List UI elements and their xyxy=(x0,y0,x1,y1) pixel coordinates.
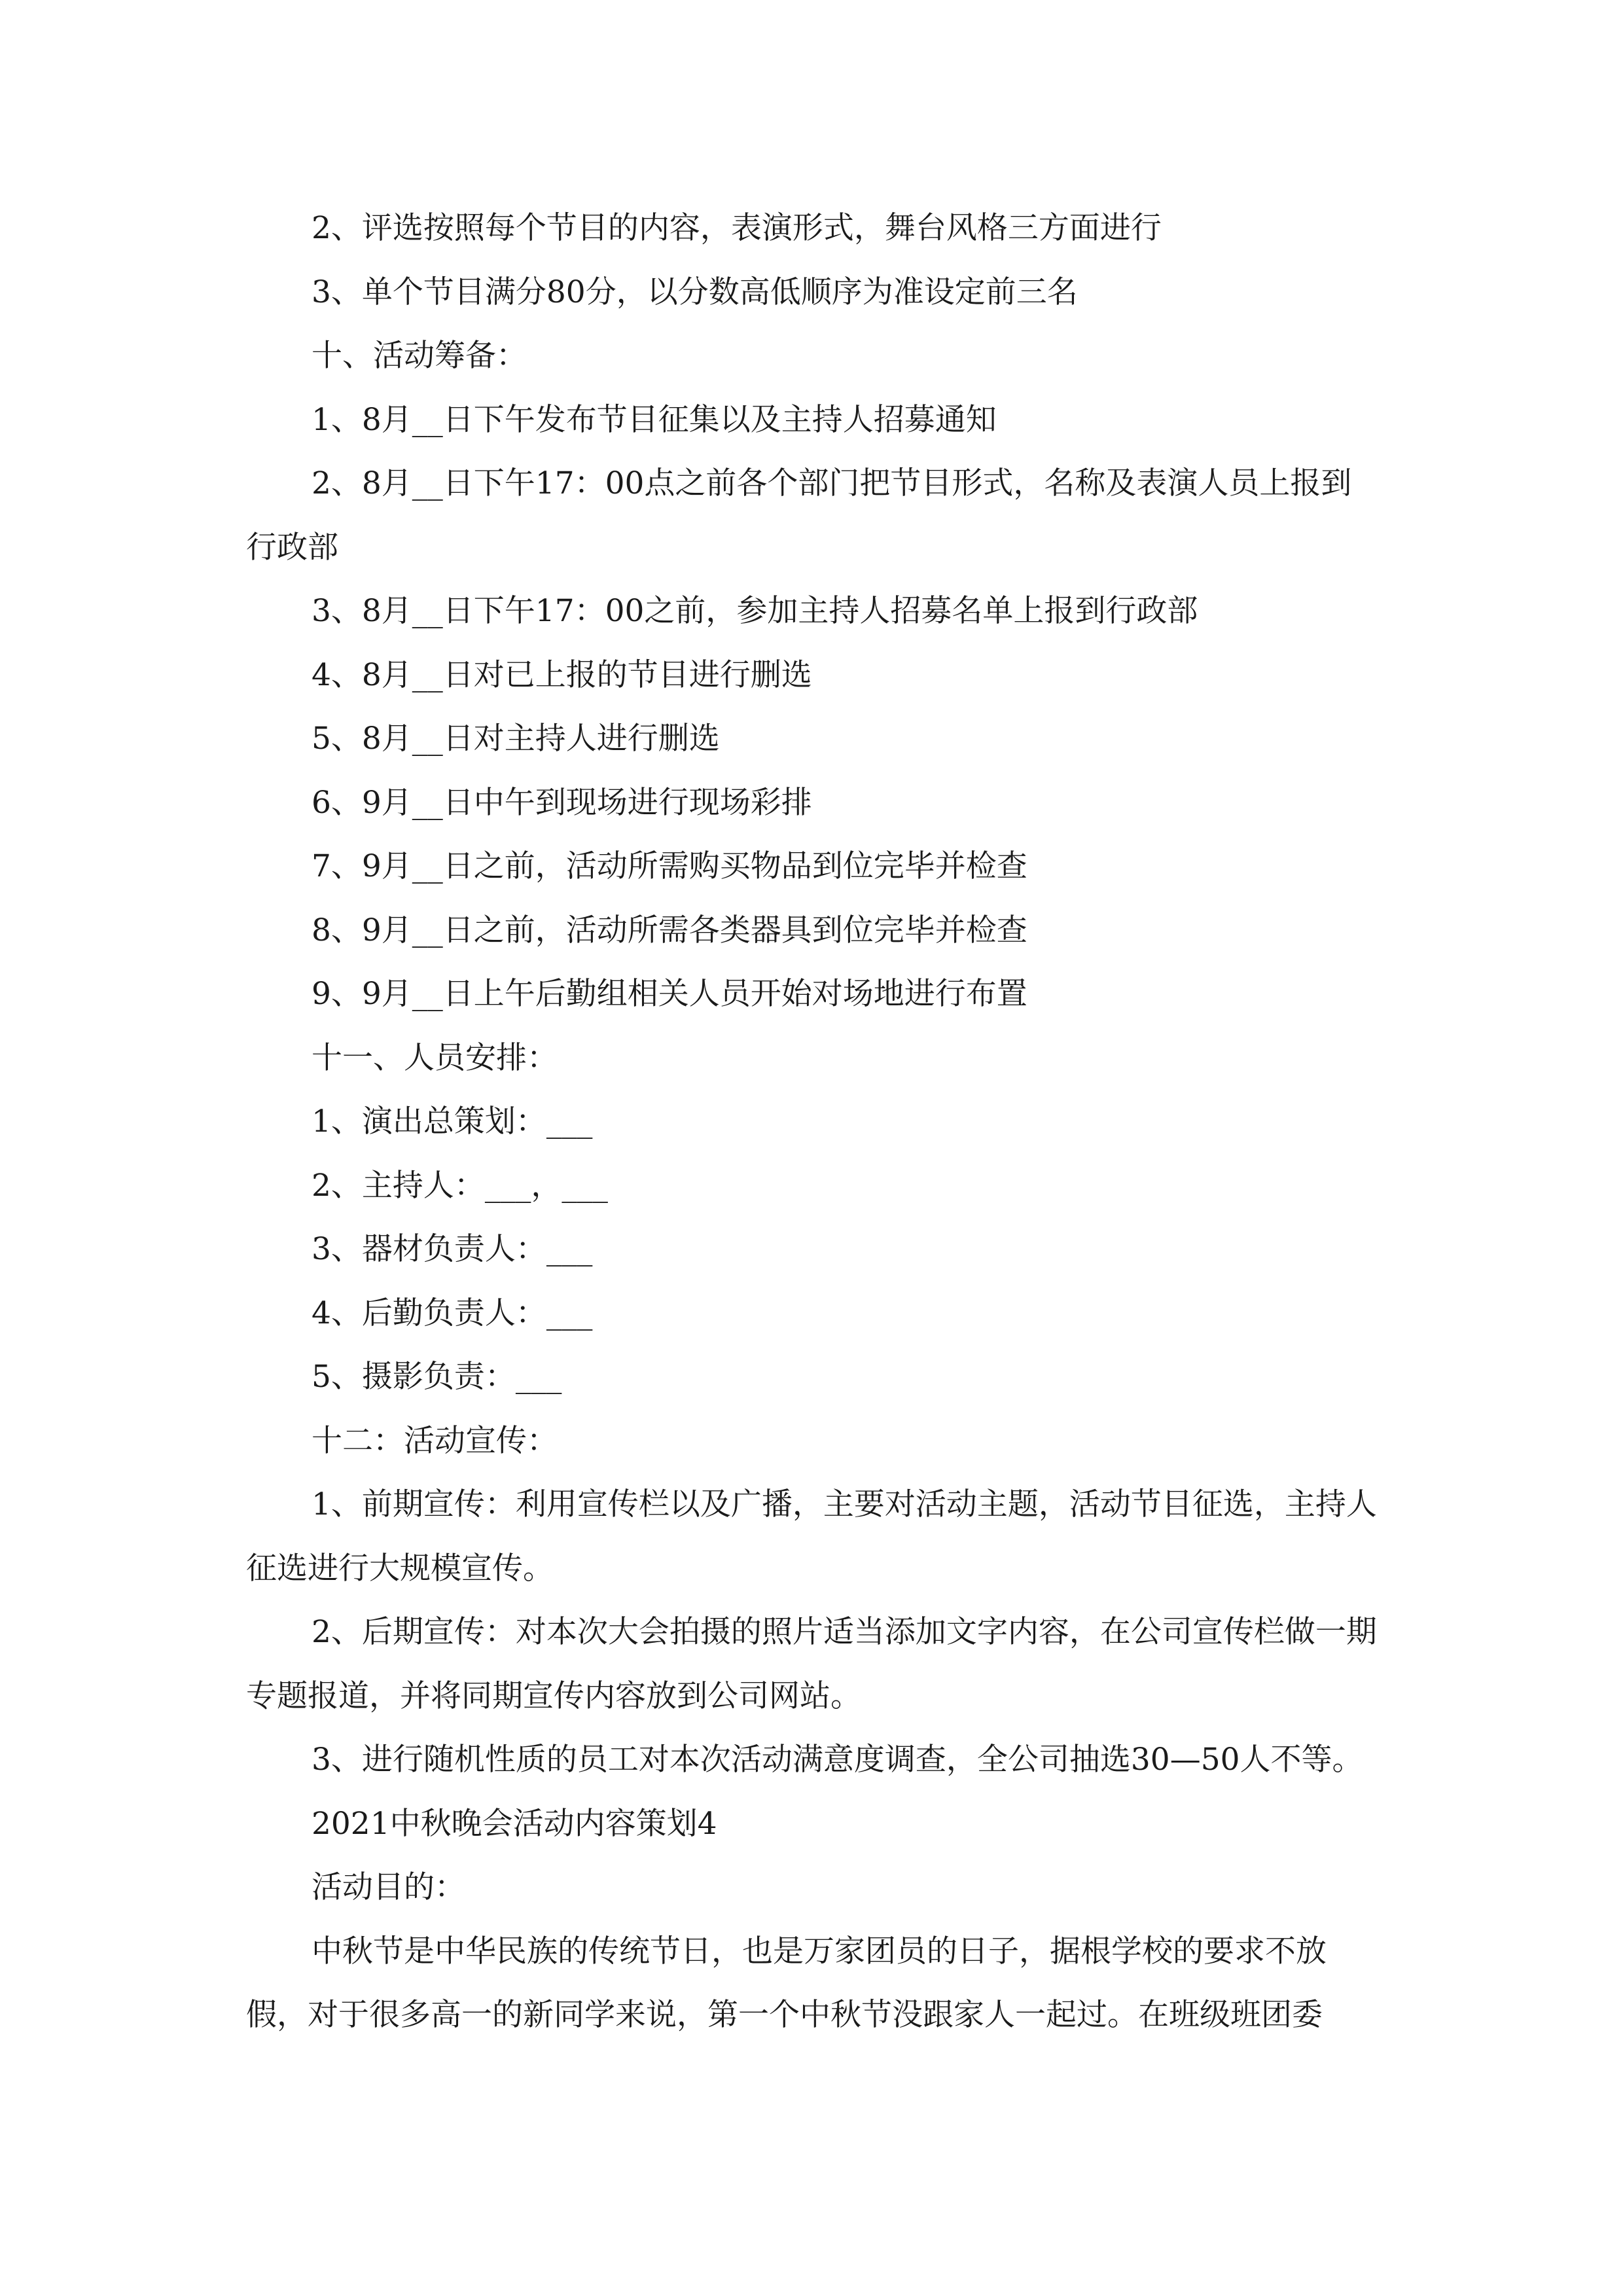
paragraph-staff-item-1: 1、演出总策划：___ xyxy=(312,1103,593,1139)
paragraph-publicity-item-3: 3、进行随机性质的员工对本次活动满意度调查，全公司抽选30—50人不等。 xyxy=(312,1742,1363,1778)
section-heading-preparation: 十、活动筹备： xyxy=(312,338,527,374)
paragraph-staff-item-3: 3、器材负责人：___ xyxy=(312,1231,593,1267)
document-body xyxy=(246,196,1382,2047)
paragraph-staff-item-5: 5、摄影负责：___ xyxy=(312,1359,562,1395)
paragraph-prep-item-5: 5、8月__日对主持人进行删选 xyxy=(312,721,720,757)
paragraph-prep-item-3: 3、8月__日下午17：00之前，参加主持人招募名单上报到行政部 xyxy=(312,593,1198,629)
paragraph-prep-item-4: 4、8月__日对已上报的节目进行删选 xyxy=(312,656,812,693)
paragraph-prep-item-2: 2、8月__日下午17：00点之前各个部门把节目形式，名称及表演人员上报到行政部 xyxy=(246,465,1352,565)
paragraph-prep-item-7: 7、9月__日之前，活动所需购买物品到位完毕并检查 xyxy=(312,848,1027,884)
paragraph-prep-item-1: 1、8月__日下午发布节目征集以及主持人招募通知 xyxy=(312,401,997,438)
paragraph-prep-item-6: 6、9月__日中午到现场进行现场彩排 xyxy=(312,784,812,821)
section-heading-staffing: 十一、人员安排： xyxy=(312,1039,558,1076)
section-heading-publicity: 十二：活动宣传： xyxy=(312,1422,558,1459)
paragraph-prep-item-8: 8、9月__日之前，活动所需各类器具到位完毕并检查 xyxy=(312,912,1027,948)
paragraph-staff-item-4: 4、后勤负责人：___ xyxy=(312,1295,593,1331)
paragraph-publicity-item-2: 2、后期宣传：对本次大会拍摄的照片适当添加文字内容，在公司宣传栏做一期专题报道，并将同期宣传内容放到公司网站。 xyxy=(246,1614,1377,1714)
section-title-plan-4: 2021中秋晚会活动内容策划4 xyxy=(312,1805,717,1842)
paragraph-scoring-rule: 3、单个节目满分80分，以分数高低顺序为准设定前三名 xyxy=(312,274,1078,310)
paragraph-prep-item-9: 9、9月__日上午后勤组相关人员开始对场地进行布置 xyxy=(312,976,1027,1012)
section-heading-purpose: 活动目的： xyxy=(312,1869,465,1905)
paragraph-purpose-body: 中秋节是中华民族的传统节日，也是万家团员的日子，据根学校的要求不放假，对于很多高一的新同学来说，第一个中秋节没跟家人一起过。在班级班团委 xyxy=(246,1933,1327,2033)
paragraph-publicity-item-1: 1、前期宣传：利用宣传栏以及广播，主要对活动主题，活动节目征选，主持人征选进行大规模宣传。 xyxy=(246,1486,1377,1587)
paragraph-staff-item-2: 2、主持人：___，___ xyxy=(312,1167,608,1204)
paragraph-evaluation-criteria: 2、评选按照每个节目的内容，表演形式，舞台风格三方面进行 xyxy=(312,210,1162,246)
